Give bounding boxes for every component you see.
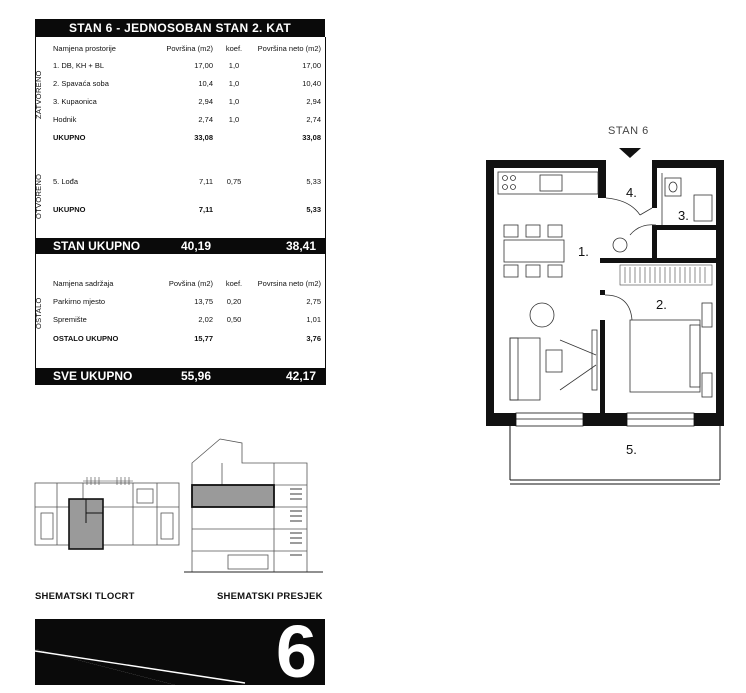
cell-coef: 0,20 [226, 297, 242, 306]
room-label-4: 4. [626, 185, 637, 200]
header-area: Povšina (m2) [168, 279, 213, 288]
cell-net: 5,33 [306, 177, 321, 186]
header-net: Povrsina neto (m2) [257, 279, 321, 288]
header-name: Namjena sadržaja [53, 279, 114, 288]
cell-name: 3. Kupaonica [53, 97, 97, 106]
cell-name: Hodnik [53, 115, 77, 124]
bed [630, 303, 712, 397]
highlighted-floor [192, 485, 274, 507]
stan-total-area: 40,19 [181, 239, 212, 253]
cell-net: 33,08 [302, 133, 321, 142]
sve-total-bar [35, 368, 325, 384]
cell-net: 2,94 [306, 97, 321, 106]
apartment-label: STAN 6 [608, 125, 649, 137]
schematic-section [182, 437, 325, 577]
stan-total-net: 38,41 [286, 239, 317, 253]
cell-area: 17,00 [194, 61, 213, 70]
cell-coef: 1,0 [228, 79, 240, 88]
sve-total-label: SVE UKUPNO [53, 369, 133, 383]
floor-plan [480, 145, 730, 490]
header-name: Namjena prostorije [53, 44, 116, 53]
cell-name: Parkirno mjesto [53, 297, 106, 306]
section-label-closed: ZATVORENO [34, 70, 43, 119]
dining-table [504, 225, 564, 277]
living-room-furniture [510, 303, 597, 400]
cell-net: 10,40 [302, 79, 321, 88]
cell-net: 2,74 [306, 115, 321, 124]
area-table [35, 19, 325, 385]
sve-total-net: 42,17 [286, 369, 317, 383]
cell-area: 2,94 [198, 97, 213, 106]
cell-coef: 1,0 [228, 97, 240, 106]
cell-name: UKUPNO [53, 133, 86, 142]
cell-area: 15,77 [194, 334, 213, 343]
apartment-number-wrap [35, 610, 325, 693]
cell-net: 1,01 [306, 315, 321, 324]
cell-net: 3,76 [306, 334, 321, 343]
header-coef: koef. [225, 44, 243, 53]
header-area: Površina (m2) [166, 44, 213, 53]
sve-total-area: 55,96 [181, 369, 212, 383]
header-coef: koef. [225, 279, 243, 288]
cell-name: 1. DB, KH + BL [53, 61, 105, 70]
caption-presjek: SHEMATSKI PRESJEK [217, 591, 323, 602]
cell-name: UKUPNO [53, 205, 86, 214]
entrance-arrow-icon [619, 148, 641, 158]
cell-area: 7,11 [198, 177, 213, 186]
cell-name: OSTALO UKUPNO [53, 334, 119, 343]
cell-coef: 0,50 [226, 315, 242, 324]
cell-coef: 1,0 [228, 115, 240, 124]
cell-net: 5,33 [306, 205, 321, 214]
header-net: Površina neto (m2) [257, 44, 321, 53]
section-label-open: OTVORENO [34, 173, 43, 219]
cell-name: Spremište [53, 315, 87, 324]
cell-area: 7,11 [198, 205, 213, 214]
cell-name: 5. Lođa [53, 177, 79, 186]
cell-name: 2. Spavaća soba [53, 79, 109, 88]
cell-area: 13,75 [194, 297, 213, 306]
cell-coef: 0,75 [226, 177, 242, 186]
cell-area: 33,08 [194, 133, 213, 142]
cell-net: 2,75 [306, 297, 321, 306]
cell-coef: 1,0 [228, 61, 240, 70]
room-label-2: 2. [656, 297, 667, 312]
room-label-5: 5. [626, 442, 637, 457]
cell-net: 17,00 [302, 61, 321, 70]
room-label-3: 3. [678, 208, 689, 223]
room-label-1: 1. [578, 244, 589, 259]
cell-area: 2,74 [198, 115, 213, 124]
stan-total-bar [35, 238, 325, 254]
caption-tlocrt: SHEMATSKI TLOCRT [35, 591, 135, 602]
apartment-number: 6 [275, 610, 317, 693]
section-label-other: OSTALO [34, 297, 43, 329]
schematic-floor-plan [33, 477, 183, 553]
stan-total-label: STAN UKUPNO [53, 239, 141, 253]
cell-area: 10,4 [198, 79, 213, 88]
table-title: STAN 6 - JEDNOSOBAN STAN 2. KAT [35, 19, 325, 37]
cell-area: 2,02 [198, 315, 213, 324]
